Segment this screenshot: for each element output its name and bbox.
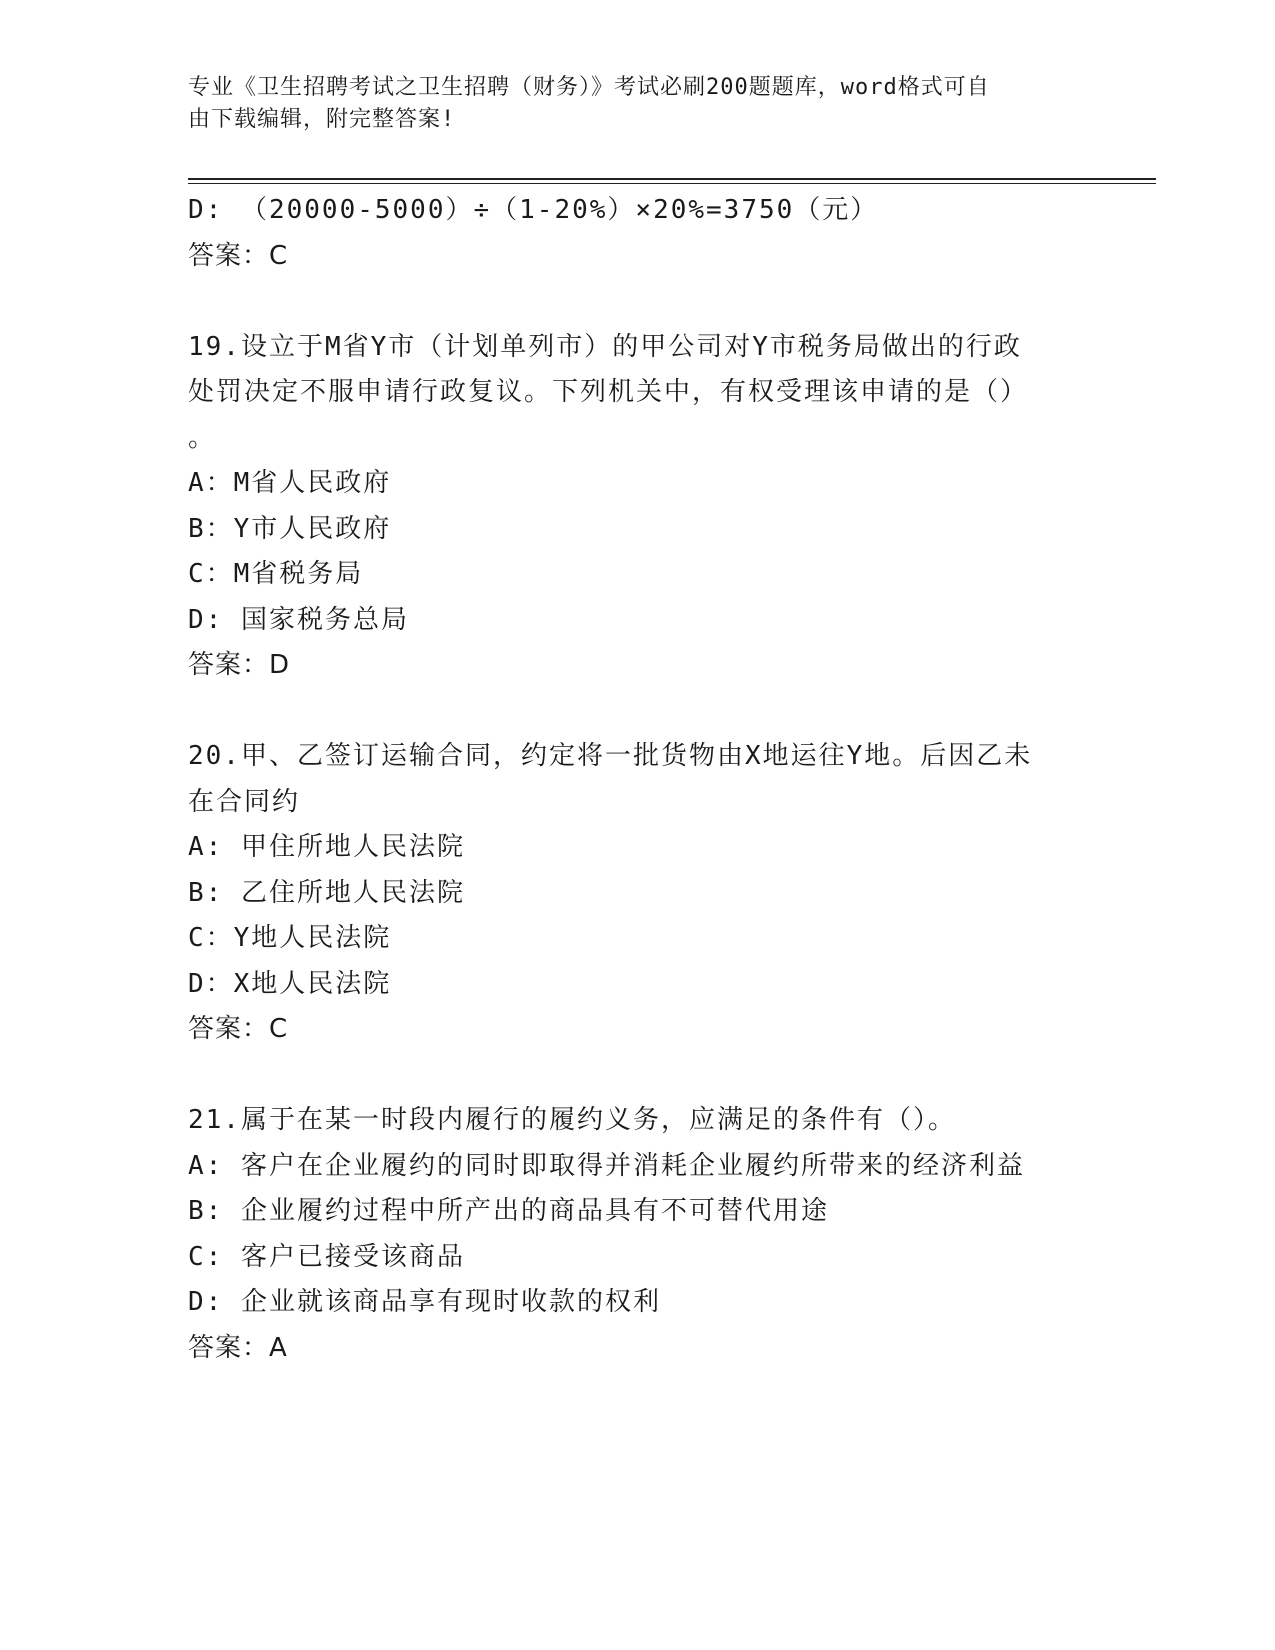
option-a: A：M省人民政府 (188, 468, 392, 498)
question-text: 20.甲、乙签订运输合同，约定将一批货物由X地运往Y地。后因乙未 (188, 741, 1033, 771)
option-d: D：X地人民法院 (188, 968, 392, 999)
question-text: 在合同约 (188, 786, 301, 817)
answer-line: 答案：C (188, 1014, 289, 1044)
option-a: A: 客户在企业履约的同时即取得并消耗企业履约所带来的经济利益 (188, 1150, 1025, 1181)
answer-line: 答案：C (188, 240, 289, 271)
header-line-1: 专业《卫生招聘考试之卫生招聘（财务）》考试必刷200题题库，word格式可自 (188, 75, 990, 100)
option-c: C: 客户已接受该商品 (188, 1241, 465, 1272)
option-b: B: 乙住所地人民法院 (188, 877, 465, 908)
spacer (188, 279, 1088, 325)
option-d: D: 企业就该商品享有现时收款的权利 (188, 1287, 661, 1317)
question-text: 。 (188, 422, 217, 453)
header-divider-thick (188, 178, 1156, 180)
question-20 (188, 734, 1088, 1053)
question-21 (188, 1098, 1088, 1371)
option-a: A: 甲住所地人民法院 (188, 832, 465, 862)
option-d: D: （20000-5000）÷（1-20%）×20%=3750（元） (188, 195, 879, 225)
header-divider-thin (188, 183, 1156, 184)
previous-question-tail (188, 188, 1088, 279)
option-c: C：M省税务局 (188, 559, 364, 589)
question-19 (188, 325, 1088, 689)
spacer (188, 689, 1088, 735)
answer-line: 答案：A (188, 1332, 288, 1363)
question-text: 21.属于在某一时段内履行的履约义务，应满足的条件有（）。 (188, 1105, 956, 1135)
question-text: 处罚决定不服申请行政复议。下列机关中，有权受理该申请的是（） (188, 377, 1029, 407)
question-text: 19.设立于M省Y市（计划单列市）的甲公司对Y市税务局做出的行政 (188, 331, 1022, 362)
question-content (188, 188, 1088, 1371)
option-c: C：Y地人民法院 (188, 923, 392, 953)
spacer (188, 1053, 1088, 1099)
option-b: B：Y市人民政府 (188, 513, 392, 544)
option-d: D: 国家税务总局 (188, 604, 409, 635)
option-b: B: 企业履约过程中所产出的商品具有不可替代用途 (188, 1196, 829, 1226)
header-line-2: 由下载编辑，附完整答案! (188, 107, 456, 132)
answer-line: 答案：D (188, 650, 291, 680)
header-note (188, 72, 1068, 136)
